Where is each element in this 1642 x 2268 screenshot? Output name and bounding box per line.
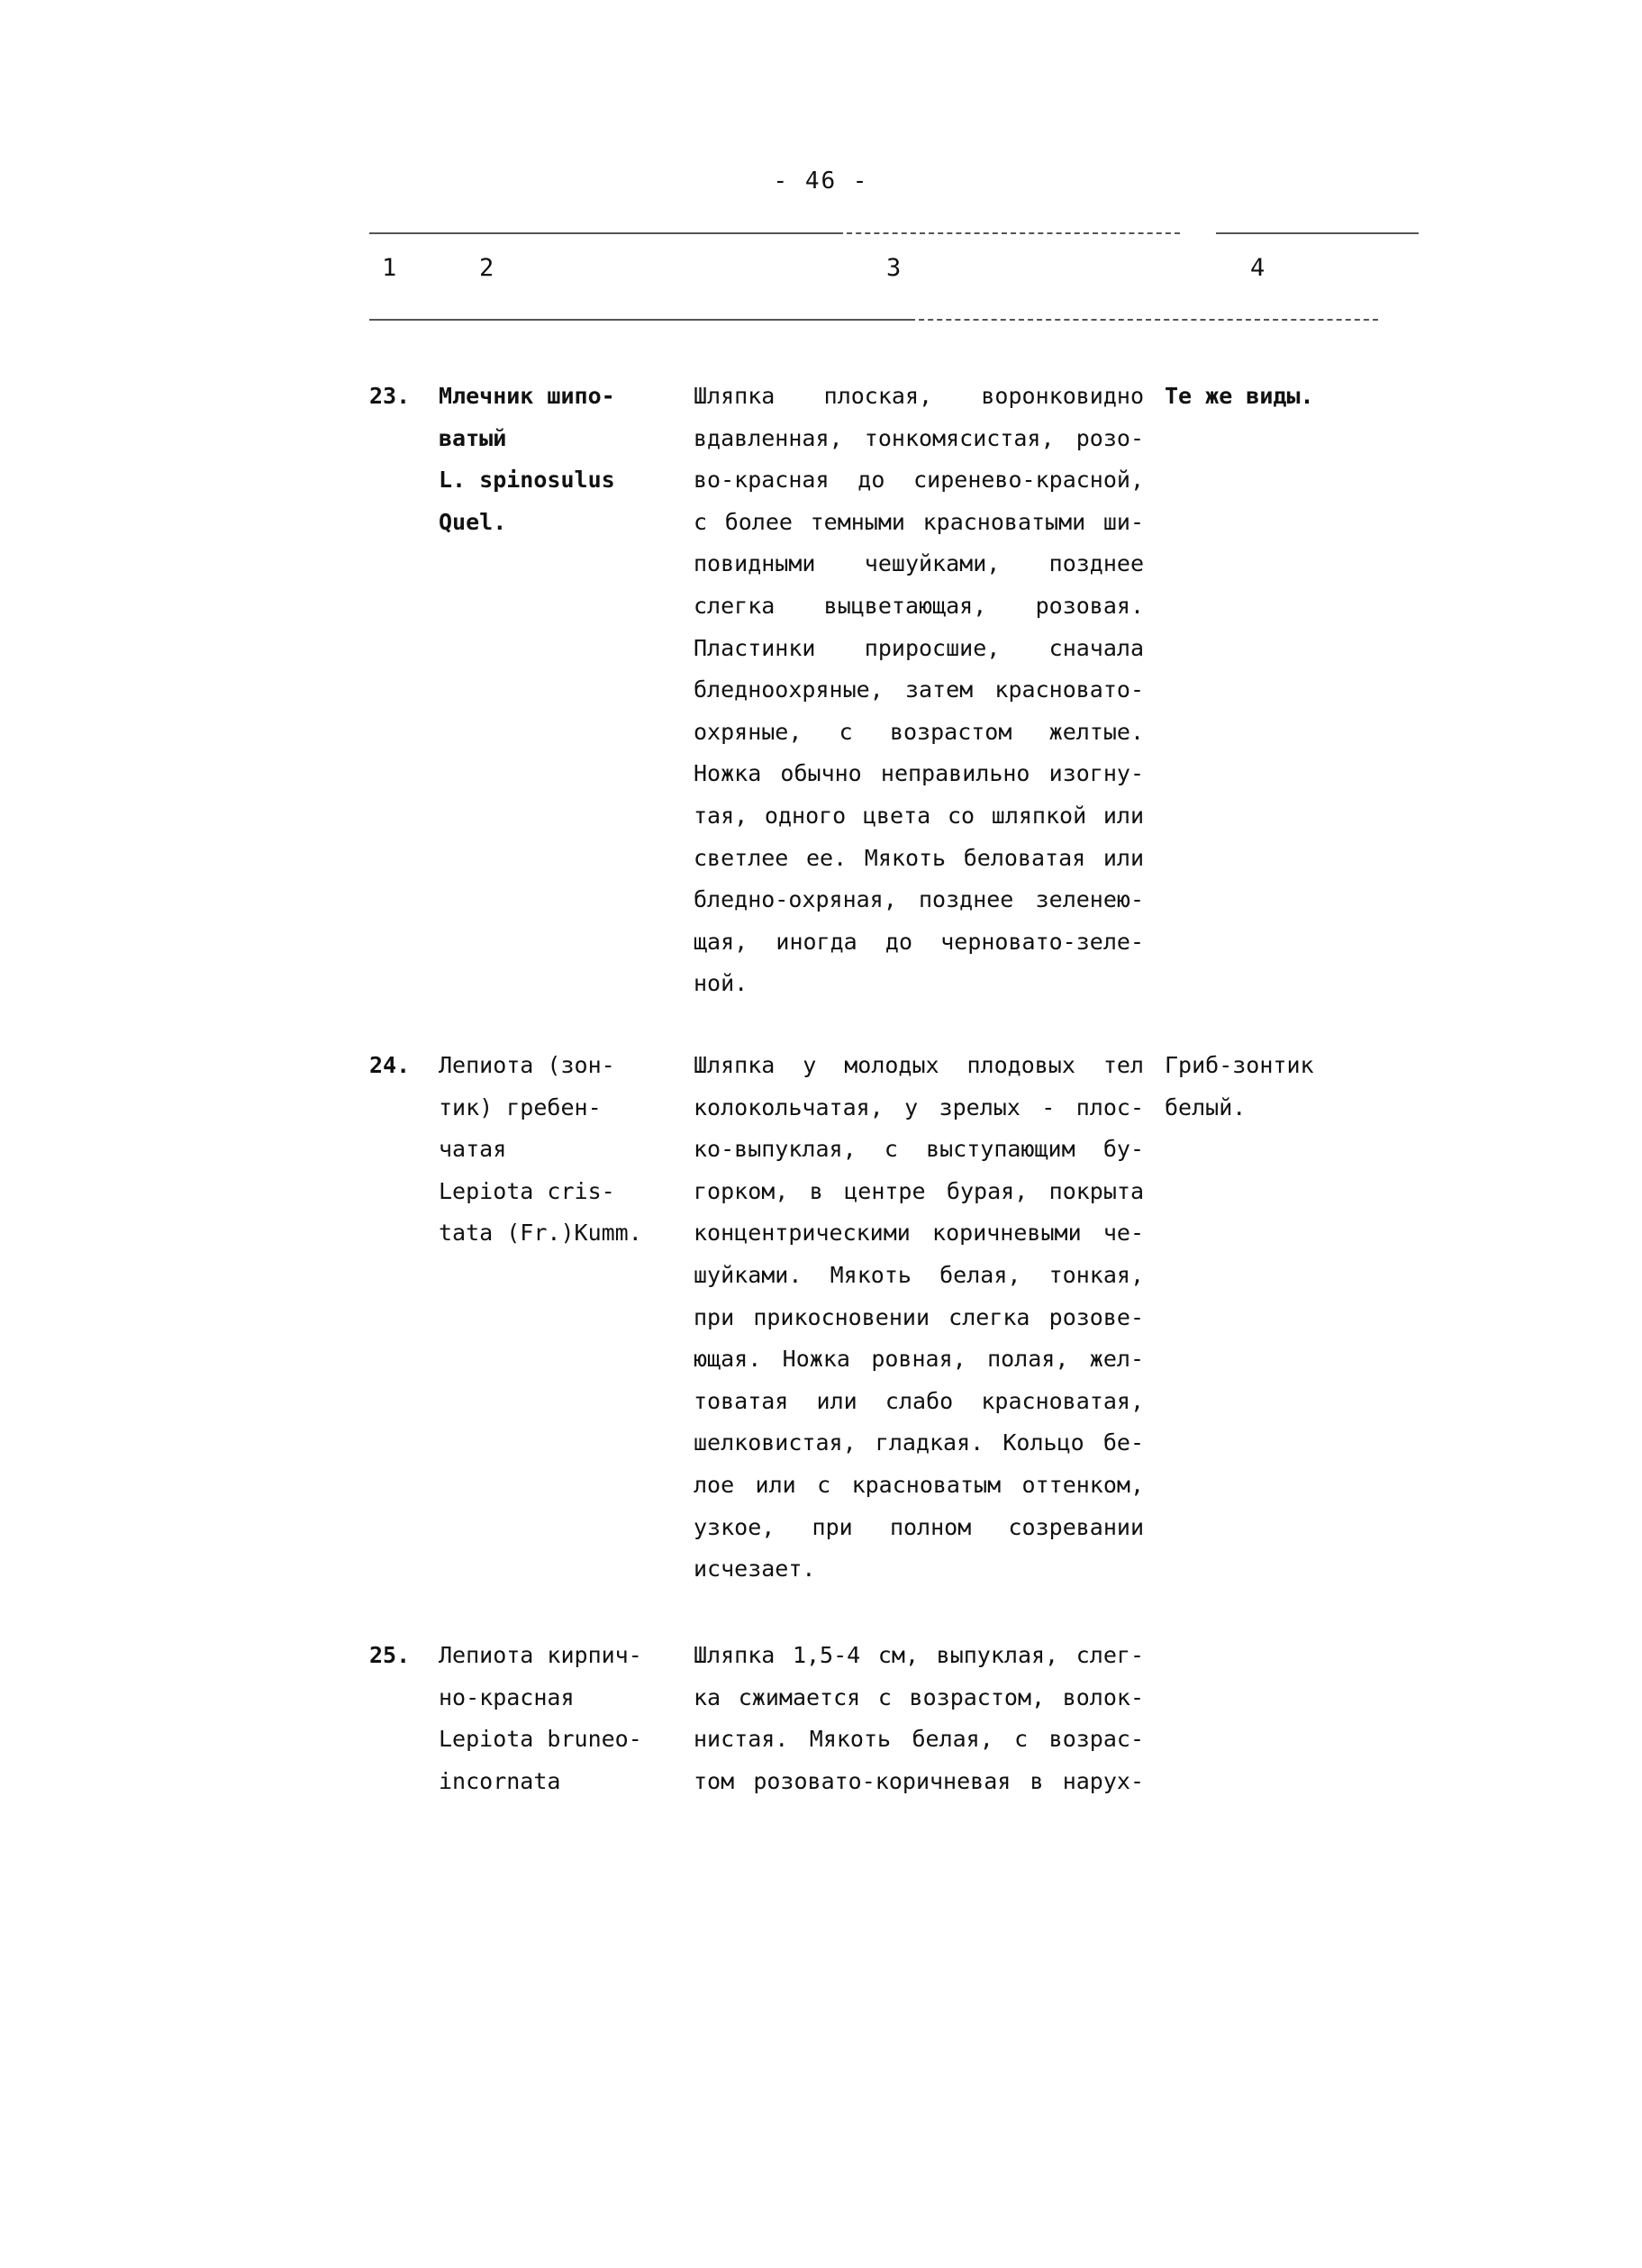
species-description (694, 376, 1144, 1005)
description-line: товатая или слабо красноватая, (694, 1387, 1144, 1414)
entry-number: 24. (369, 1052, 411, 1078)
description-line: колокольчатая, у зрелых - плос- (694, 1093, 1144, 1120)
description-line: шелковистая, гладкая. Кольцо бе- (694, 1429, 1144, 1456)
description-line: во-красная до сиренево-красной, (694, 467, 1144, 494)
description-line: ко-выпуклая, с выступающим бу- (694, 1136, 1144, 1163)
description-line: ющая. Ножка ровная, полая, жел- (694, 1346, 1144, 1373)
description-line: горком, в центре бурая, покрыта (694, 1177, 1144, 1204)
description-line: тая, одного цвета со шляпкой или (694, 802, 1144, 829)
species-name-line: Млечник шипо- (439, 383, 615, 409)
column-number-3: 3 (886, 254, 902, 282)
description-line: бледно-охряная, позднее зеленею- (694, 886, 1144, 913)
description-line: исчезает. (694, 1556, 816, 1583)
column-number-2: 2 (479, 254, 494, 282)
species-name-line: но-красная (439, 1683, 575, 1710)
description-line: том розовато-коричневая в нарух- (694, 1767, 1144, 1794)
entry-number: 23. (369, 383, 411, 409)
species-name-line: tata (Fr.)Kumm. (439, 1220, 642, 1247)
table-top-rule (838, 232, 1180, 234)
species-description (694, 1635, 1144, 1802)
species-name-line: Лепиота (зон- (439, 1052, 615, 1078)
description-line: концентрическими коричневыми че- (694, 1220, 1144, 1247)
column-number-4: 4 (1250, 254, 1266, 282)
description-line: узкое, при полном созревании (694, 1513, 1144, 1540)
page-number: - 46 - (773, 168, 869, 195)
description-line: щая, иногда до черновато-зеле- (694, 928, 1144, 955)
species-name (439, 376, 673, 543)
description-line: шуйками. Мякоть белая, тонкая, (694, 1261, 1144, 1288)
description-line: охряные, с возрастом желтые. (694, 718, 1144, 745)
description-line: повидными чешуйками, позднее (694, 550, 1144, 577)
table-top-rule (369, 232, 838, 234)
description-line: лое или с красноватым оттенком, (694, 1471, 1144, 1498)
description-line: Ножка обычно неправильно изогну- (694, 760, 1144, 787)
species-name-line: Quel. (439, 508, 507, 535)
description-line: вдавленная, тонкомясистая, розо- (694, 424, 1144, 451)
species-name-line: incornata (439, 1767, 561, 1794)
species-name-line: Lepiota bruneo- (439, 1726, 642, 1753)
species-name-line: тик) гребен- (439, 1093, 602, 1120)
description-line: с более темными красноватыми ши- (694, 508, 1144, 535)
description-line: Пластинки приросшие, сначала (694, 634, 1144, 661)
common-name-line: Те же виды. (1165, 383, 1314, 409)
table-header-rule (910, 319, 1378, 321)
description-line: ка сжимается с возрастом, волок- (694, 1683, 1144, 1710)
species-name-line: L. spinosulus (439, 467, 615, 494)
column-number-1: 1 (382, 254, 397, 282)
common-name (1165, 1045, 1435, 1129)
description-line: ной. (694, 970, 748, 997)
table-top-rule (1216, 232, 1419, 234)
description-line: бледноохряные, затем красновато- (694, 676, 1144, 703)
description-line: Шляпка плоская, воронковидно (694, 383, 1144, 409)
description-line: при прикосновении слегка розове- (694, 1303, 1144, 1330)
common-name-line: Гриб-зонтик (1165, 1052, 1314, 1078)
entry-number: 25. (369, 1642, 411, 1668)
species-name-line: ватый (439, 424, 507, 451)
common-name (1165, 376, 1435, 418)
species-name (439, 1045, 673, 1255)
common-name-line: белый. (1165, 1093, 1247, 1120)
table-header-rule (369, 319, 910, 321)
species-name-line: Лепиота кирпич- (439, 1642, 642, 1668)
description-line: слегка выцветающая, розовая. (694, 592, 1144, 619)
description-line: Шляпка 1,5-4 см, выпуклая, слег- (694, 1642, 1144, 1668)
description-line: нистая. Мякоть белая, с возрас- (694, 1726, 1144, 1753)
species-name (439, 1635, 673, 1802)
description-line: Шляпка у молодых плодовых тел (694, 1052, 1144, 1078)
species-name-line: чатая (439, 1136, 507, 1163)
species-name-line: Lepiota cris- (439, 1177, 615, 1204)
description-line: светлее ее. Мякоть беловатая или (694, 844, 1144, 871)
species-description (694, 1045, 1144, 1591)
